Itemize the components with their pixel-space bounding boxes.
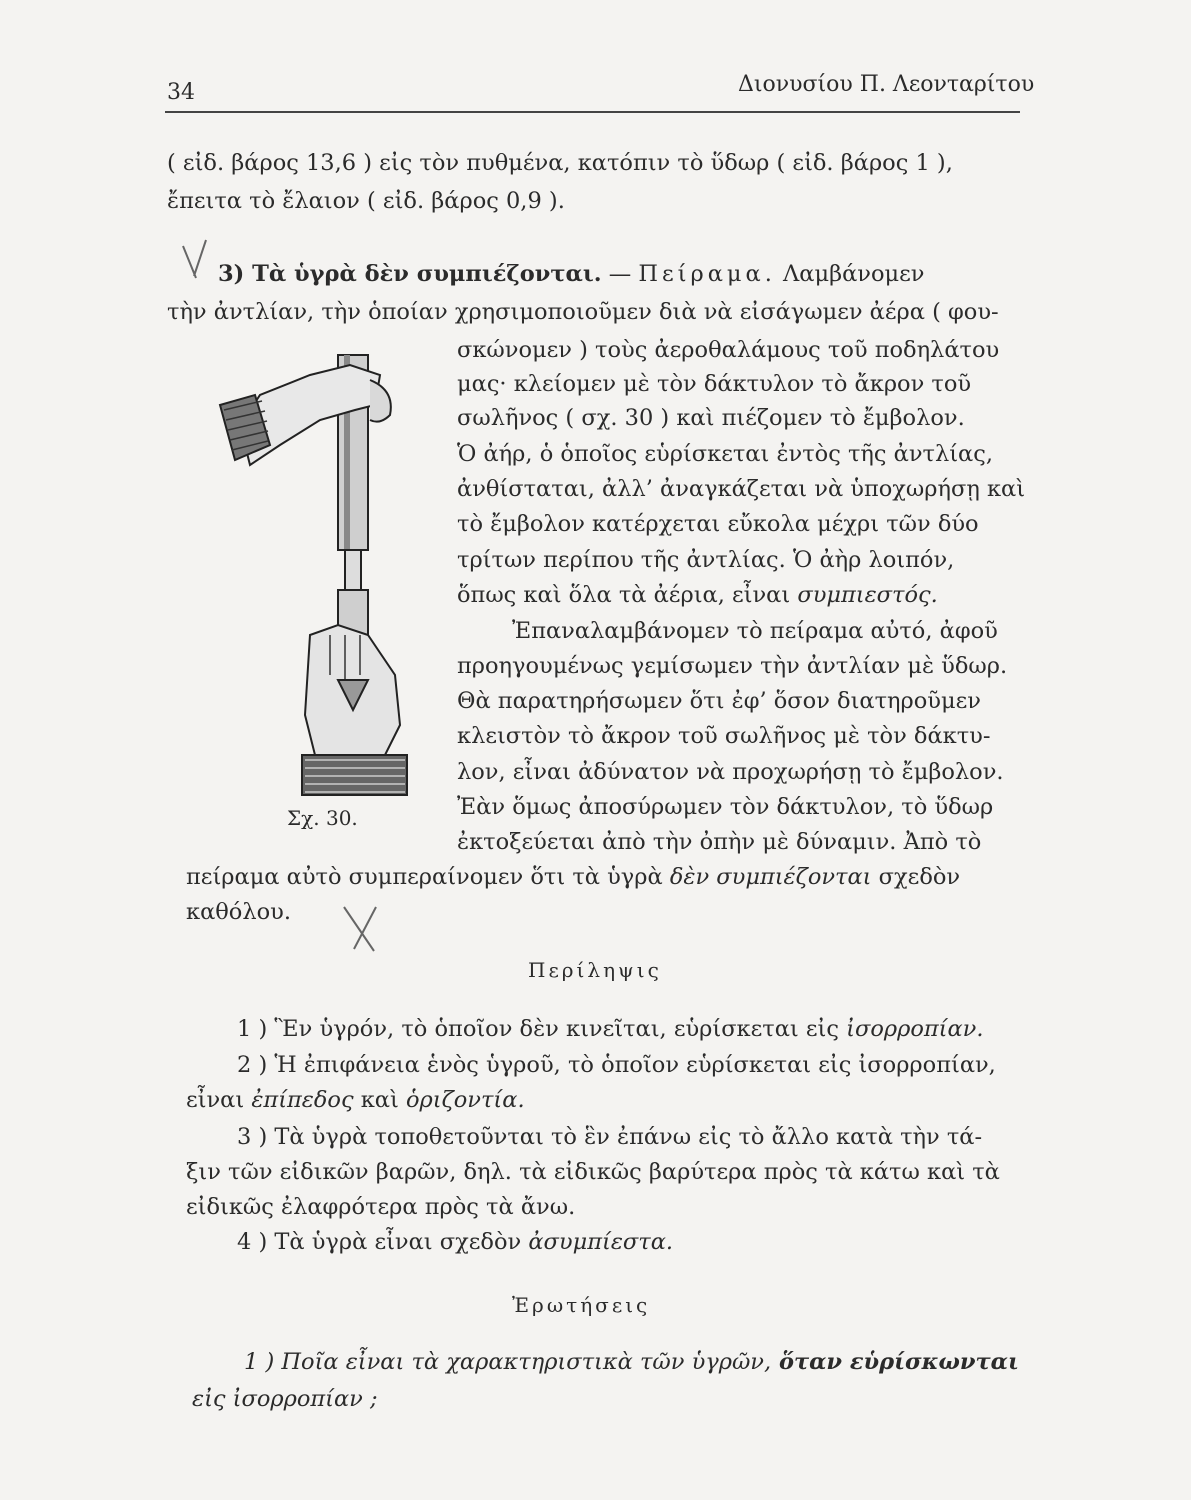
para2-line-7: ἐκτοξεύεται ἀπὸ τὴν ὀπὴν μὲ δύναμιν. Ἀπὸ τὸ — [457, 829, 982, 855]
narrow-line-8-text: ὅπως καὶ ὅλα τὰ ἀέρια, εἶναι — [457, 582, 798, 608]
summary-item-2-line-1: 2 ) Ἡ ἐπιφάνεια ἑνὸς ὑγροῦ, τὸ ὁποῖον εὑρίσκεται εἰς ἰσορροπίαν, — [237, 1052, 996, 1078]
summary-item-2-and: καὶ — [353, 1087, 406, 1113]
question-1-text-bold: ὅταν εὑρίσκωνται — [771, 1349, 1019, 1375]
term-incompressible: ἀσυμπίεστα. — [528, 1229, 674, 1255]
para2-line-1: Ἐπαναλαμβάνομεν τὸ πείραμα αὐτό, ἀφοῦ — [512, 618, 998, 644]
para2-line-4: κλειστὸν τὸ ἄκρον τοῦ σωλῆνος μὲ τὸν δάκτυ- — [457, 723, 991, 749]
summary-title: Περίληψις — [528, 958, 662, 982]
conclusion-text: πείραμα αὐτὸ συμπεραίνομεν ὅτι τὰ ὑγρὰ — [186, 864, 670, 890]
section3-heading: 3) Τὰ ὑγρὰ δὲν συμπιέζονται. — [218, 261, 602, 287]
pump-figure-icon — [220, 355, 407, 795]
narrow-line-5: ἀνθίσταται, ἀλλ’ ἀναγκάζεται νὰ ὑποχωρήσῃ καὶ — [457, 476, 1026, 502]
summary-item-1-text: 1 ) Ἓν ὑγρόν, τὸ ὁποῖον δὲν κινεῖται, εὑρίσκεται εἰς — [237, 1016, 847, 1042]
term-horizontal: ὁριζοντία. — [405, 1087, 525, 1113]
section3-line-2: τὴν ἀντλίαν, τὴν ὁποίαν χρησιμοποιοῦμεν διὰ νὰ εἰσάγωμεν ἀέρα ( φου- — [167, 299, 999, 325]
figure-caption: Σχ. 30. — [287, 806, 358, 830]
question-1-text: 1 ) Ποῖα εἶναι τὰ χαρακτηριστικὰ τῶν ὑγρῶν, — [244, 1349, 772, 1375]
summary-item-1 — [237, 1012, 984, 1046]
summary-item-3-line-1: 3 ) Τὰ ὑγρὰ τοποθετοῦνται τὸ ἓν ἐπάνω εἰς τὸ ἄλλο κατὰ τὴν τά- — [237, 1124, 983, 1150]
conclusion-line — [186, 860, 960, 894]
question-1-line-2: εἰς ἰσορροπίαν ; — [192, 1386, 378, 1412]
figure-pump-illustration — [210, 335, 450, 815]
running-title: Διονυσίου Π. Λεονταρίτου — [738, 72, 1035, 97]
page-number: 34 — [167, 80, 195, 105]
para2-line-3: Θὰ παρατηρήσωμεν ὅτι ἐφ’ ὅσον διατηροῦμεν — [457, 688, 981, 714]
section3-dash: — — [601, 261, 639, 287]
para2-line-5: λον, εἶναι ἀδύνατον νὰ προχωρήσῃ τὸ ἔμβολον. — [457, 759, 1004, 785]
experiment-label: Πείραμα. — [638, 261, 776, 287]
narrow-line-7: τρίτων περίπου τῆς ἀντλίας. Ὁ ἀὴρ λοιπόν, — [457, 547, 955, 573]
term-compressible: συμπιεστός. — [797, 582, 938, 608]
header-rule — [165, 111, 1020, 113]
para2-line-6: Ἐὰν ὅμως ἀποσύρωμεν τὸν δάκτυλον, τὸ ὕδωρ — [457, 794, 994, 820]
term-not-compressed: δὲν συμπιέζονται — [669, 864, 872, 890]
summary-item-2-line-2 — [186, 1083, 525, 1117]
intro-line-1: ( εἰδ. βάρος 13,6 ) εἰς τὸν πυθμένα, κατόπιν τὸ ὕδωρ ( εἰδ. βάρος 1 ), — [167, 150, 953, 176]
summary-item-4-text: 4 ) Τὰ ὑγρὰ εἶναι σχεδὸν — [237, 1229, 529, 1255]
pencil-check-mark — [178, 238, 218, 288]
para2-line-2: προηγουμένως γεμίσωμεν τὴν ἀντλίαν μὲ ὕδωρ. — [457, 653, 1008, 679]
pencil-x-mark — [340, 903, 382, 955]
term-equilibrium: ἰσορροπίαν. — [846, 1016, 984, 1042]
summary-item-4 — [237, 1225, 673, 1259]
section3-heading-rest: Λαμβάνομεν — [775, 261, 925, 287]
narrow-line-3: σωλῆνος ( σχ. 30 ) καὶ πιέζομεν τὸ ἔμβολον. — [457, 405, 965, 431]
summary-item-2-text: εἶναι — [186, 1087, 252, 1113]
questions-title: Ἐρωτήσεις — [512, 1293, 651, 1317]
question-1-line-1 — [244, 1345, 1019, 1379]
narrow-line-4: Ὁ ἀήρ, ὁ ὁποῖος εὑρίσκεται ἐντὸς τῆς ἀντλίας, — [457, 441, 994, 467]
narrow-line-6: τὸ ἔμβολον κατέρχεται εὔκολα μέχρι τῶν δύο — [457, 511, 979, 537]
summary-item-3-line-3: εἰδικῶς ἐλαφρότερα πρὸς τὰ ἄνω. — [186, 1194, 576, 1220]
conclusion-text-end: σχεδὸν — [871, 864, 961, 890]
term-flat: ἐπίπεδος — [251, 1087, 354, 1113]
narrow-line-2: μας· κλείομεν μὲ τὸν δάκτυλον τὸ ἄκρον τοῦ — [457, 371, 972, 397]
narrow-line-8 — [457, 578, 938, 612]
intro-line-2: ἔπειτα τὸ ἔλαιον ( εἰδ. βάρος 0,9 ). — [167, 188, 565, 214]
narrow-line-1: σκώνομεν ) τοὺς ἀεροθαλάμους τοῦ ποδηλάτου — [457, 337, 1000, 363]
summary-item-3-line-2: ξιν τῶν εἰδικῶν βαρῶν, δηλ. τὰ εἰδικῶς βαρύτερα πρὸς τὰ κάτω καὶ τὰ — [186, 1159, 1000, 1185]
section3-heading-line — [218, 257, 924, 291]
conclusion-end: καθόλου. — [186, 899, 291, 925]
